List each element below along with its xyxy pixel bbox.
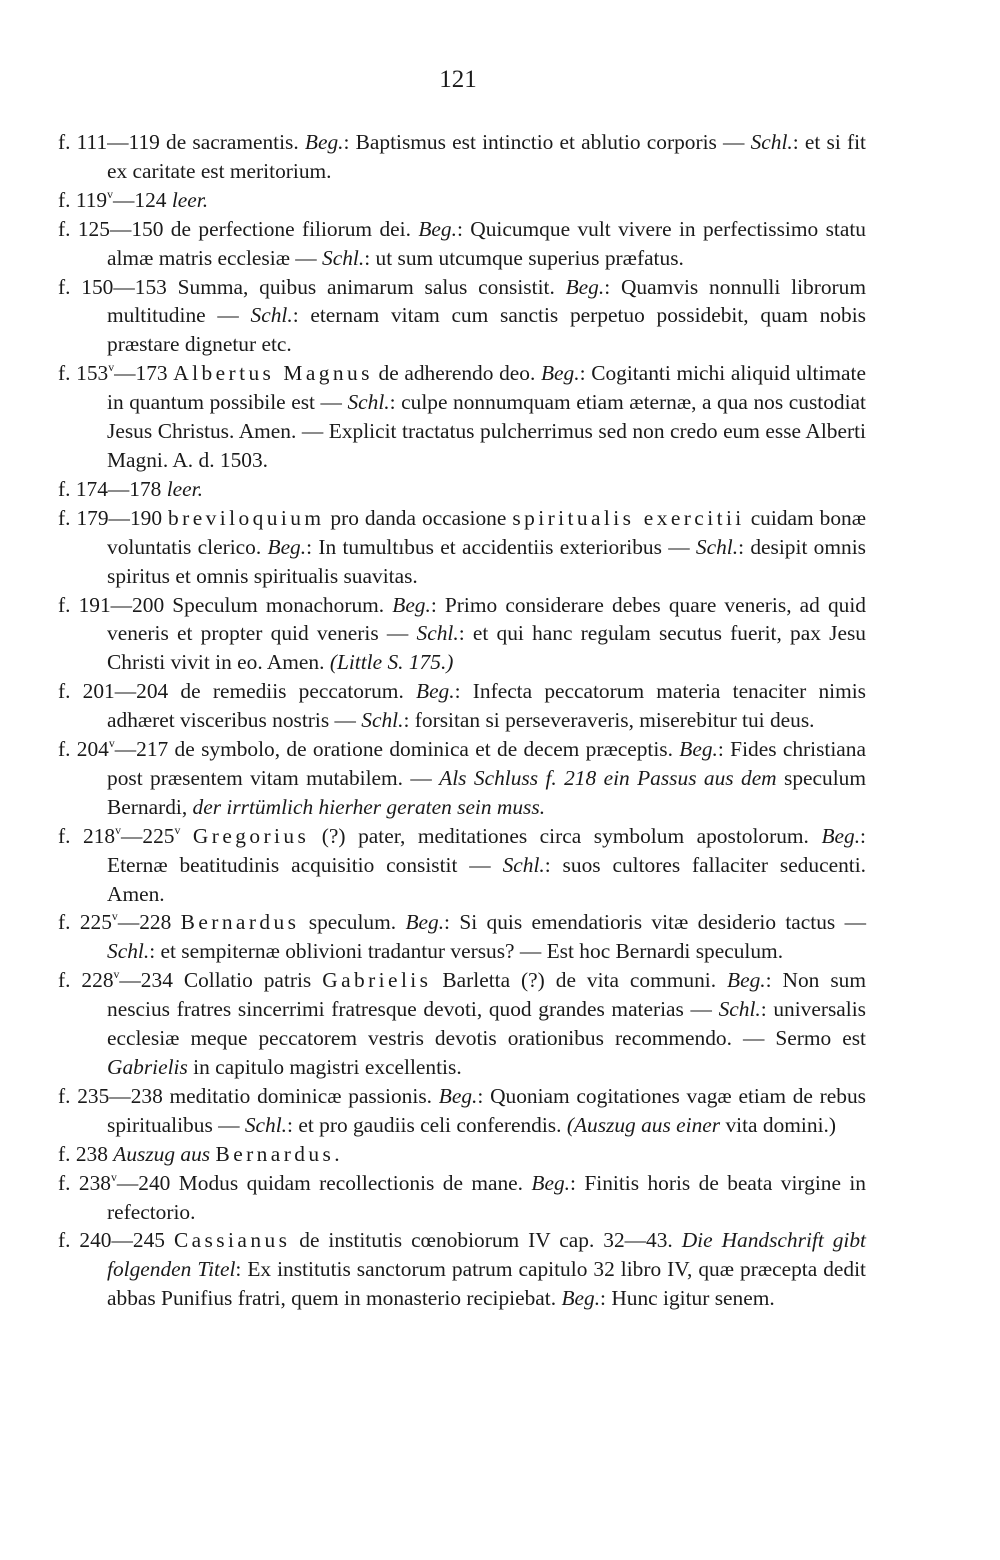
entry-text: Beg. <box>392 592 431 617</box>
entry-text: v <box>108 361 115 375</box>
entry-text: Beg. <box>561 1286 601 1311</box>
entry-text: f. 225 <box>58 910 112 935</box>
entry-text: : Quicumque vult vivere in perfectissimo statu almæ matris ecclesiæ — <box>107 216 866 270</box>
entry-text: f. 125—150 de perfectione filiorum dei. <box>58 216 419 241</box>
entry-text: : desipit omnis spiritus et omnis spiritualis suavitas. <box>107 534 866 588</box>
entry-text: f. 191—200 Speculum monachorum. <box>58 592 393 617</box>
entry-text: f. 238 <box>58 1141 114 1166</box>
entry-text: Albertus Magnus <box>173 361 373 386</box>
entry-text: —217 de symbolo, de oratione dominica et de decem præceptis. <box>114 737 680 762</box>
entry-text: f. 153 <box>58 361 109 386</box>
entry-text: : ut sum utcumque superius præfatus. <box>364 245 684 270</box>
entry-text: speculum Bernardi, <box>107 765 867 819</box>
catalog-entry <box>58 908 866 966</box>
entry-text: f. 218 <box>58 823 116 848</box>
entry-text: —228 <box>117 910 181 935</box>
catalog-entry <box>58 215 866 273</box>
catalog-entry <box>58 1169 866 1227</box>
catalog-entry <box>58 591 866 678</box>
entry-text: Beg. <box>416 679 455 704</box>
entry-text: Beg. <box>531 1170 571 1195</box>
entry-text: pro danda occasione <box>324 505 513 530</box>
entry-text: Gabrielis <box>107 1055 188 1079</box>
entry-text: Schl. <box>322 245 365 270</box>
entry-text: : Baptismus est intinctio et ablutio corporis — <box>343 130 751 154</box>
entry-text: Die Handschrift gibt folgenden Titel <box>107 1228 866 1282</box>
entry-text: (?) pater, meditationes circa symbolum apostolorum. <box>309 823 822 848</box>
entry-text: f. 111—119 de sacramentis. <box>58 130 305 154</box>
entry-text: Schl. <box>416 621 459 646</box>
entry-text: Auszug aus <box>113 1141 211 1166</box>
entry-text: Schl. <box>695 534 739 559</box>
entry-text: in capitulo magistri excellentis. <box>187 1055 462 1079</box>
entry-text: v <box>107 188 114 201</box>
catalog-entry <box>58 128 866 186</box>
entry-text: leer. <box>171 187 209 212</box>
entry-text: : Primo considerare debes quare veneris, ad quid veneris et propter quid veneris — <box>107 592 866 646</box>
catalog-entry <box>58 186 866 215</box>
entry-text: : Si quis emendatioris vitæ desiderio tactus — <box>444 910 867 935</box>
entry-text: v <box>108 737 115 751</box>
entry-text: cuidam bonæ voluntatis clerico. <box>107 505 867 559</box>
entry-text: f. 240—245 <box>58 1228 174 1253</box>
entry-text: f. 179—190 <box>58 505 169 530</box>
catalog-entry <box>58 1140 866 1169</box>
catalog-entry <box>58 1226 866 1313</box>
catalog-entry <box>58 735 866 822</box>
entry-text: v <box>115 823 121 837</box>
entry-text: spiritualis exercitii <box>512 505 745 530</box>
entry-text: : universalis ecclesiæ meque peccatorem vestris devotis orationibus recommendo. — Sermo est <box>107 997 867 1051</box>
catalog-entry <box>58 677 866 735</box>
catalog-entry <box>58 359 866 475</box>
catalog-entry <box>58 504 866 591</box>
entry-text: : Finitis horis de beata virgine in refectorio. <box>107 1170 866 1224</box>
entry-text: : In tumultıbus et accidentiis exterioribus — <box>306 534 696 559</box>
entry-text: Bernardus <box>180 910 300 935</box>
entry-text: f. 150—153 Summa, quibus animarum salus consistit. <box>58 274 566 299</box>
entry-text: v <box>110 1170 117 1184</box>
entry-text: f. 238 <box>58 1170 111 1195</box>
catalog-entry <box>58 273 866 360</box>
entry-text: Als Schluss f. 218 ein Passus aus dem <box>439 765 777 790</box>
entry-text: vita domini.) <box>720 1112 836 1137</box>
entry-text: : et pro gaudiis celi conferendis. <box>287 1112 567 1137</box>
entry-text: —173 <box>114 361 174 386</box>
entry-text: f. 174—178 <box>58 476 167 501</box>
entry-text: Gregorius <box>192 823 310 848</box>
entry-text: Beg. <box>438 1083 478 1108</box>
entry-text: f. 235—238 meditatio dominicæ passionis. <box>58 1083 439 1108</box>
entry-text <box>180 824 193 848</box>
entry-text: : Quamvis nonnulli librorum multitudine — <box>107 274 866 328</box>
entry-text: (Auszug aus einer <box>566 1112 721 1137</box>
entry-text: Schl. <box>244 1112 288 1137</box>
entry-text: : culpe nonnumquam etiam æternæ, a qua nos custodiat Jesus Christus. Amen. — Explicit tractatus pulcherrimus sed non credo eum esse Alberti Magni. A. d. 1503. <box>107 390 866 472</box>
entry-text: : et qui hanc regulam secutus fuerit, pax Jesu Christi vivit in eo. Amen. <box>107 621 866 675</box>
entry-text: Bernardus. <box>215 1141 344 1166</box>
entry-text: f. 201—204 de remediis peccatorum. <box>58 679 416 704</box>
entry-text: : Ex institutis sanctorum patrum capitulo 32 libro IV, quæ præcepta dedit abbas Punifius fratri, quem in monasterio recipiebat. <box>107 1257 866 1311</box>
entry-text: Schl. <box>250 303 293 328</box>
catalog-entries <box>58 128 866 1313</box>
entry-text: : et sempiternæ oblivioni tradantur versus? — Est hoc Bernardi speculum. <box>149 939 784 964</box>
entry-text: —240 Modus quidam recollectionis de mane. <box>116 1170 532 1195</box>
entry-text: Barletta (?) de vita communi. <box>431 968 728 993</box>
entry-text: Beg. <box>267 534 307 559</box>
entry-text: : Eternæ beatitudinis acquisitio consistit — <box>107 823 866 877</box>
catalog-entry <box>58 475 866 504</box>
entry-text: Schl. <box>750 130 793 154</box>
entry-text: : Infecta peccatorum materia tenaciter nimis adhæret visceribus nostris — <box>107 679 866 733</box>
entry-text: : Hunc igitur senem. <box>600 1286 775 1311</box>
entry-text: —225 <box>120 823 175 848</box>
entry-text: Schl. <box>347 390 390 415</box>
entry-text: de institutis cœnobiorum IV cap. 32—43. <box>290 1228 682 1253</box>
entry-text: breviloquium <box>168 505 325 530</box>
entry-text: der irrtümlich hierher geraten sein muss. <box>192 794 546 819</box>
entry-text: Beg. <box>565 274 605 299</box>
entry-text: de adherendo deo. <box>372 361 541 386</box>
entry-text: Schl. <box>361 708 404 733</box>
entry-text: Gabrielis <box>322 968 432 993</box>
entry-text: leer. <box>166 476 203 501</box>
entry-text: v <box>174 823 181 837</box>
entry-text: speculum. <box>299 910 406 935</box>
entry-text: Beg. <box>540 361 580 386</box>
catalog-entry <box>58 822 866 909</box>
entry-text: Beg. <box>727 968 766 993</box>
entry-text: Beg. <box>405 910 445 935</box>
catalog-entry <box>58 1082 866 1140</box>
entry-text: Schl. <box>718 997 761 1022</box>
entry-text: : suos cultores fallaciter seducenti. Amen. <box>107 852 866 906</box>
entry-text: v <box>111 910 118 924</box>
entry-text: : Quoniam cogitationes vagæ etiam de rebus spiritualibus — <box>107 1083 866 1137</box>
entry-text: v <box>113 968 120 982</box>
entry-text: Schl. <box>107 939 150 964</box>
entry-text: f. 228 <box>58 968 114 993</box>
entry-text: f. 119 <box>58 187 108 212</box>
entry-text: : et si fit ex caritate est meritorium. <box>107 130 866 183</box>
entry-text: —234 Collatio patris <box>119 968 323 993</box>
page-number: 121 <box>439 66 477 93</box>
entry-text: (Little S. 175.) <box>329 650 454 675</box>
entry-text: Schl. <box>502 852 545 877</box>
entry-text: Beg. <box>304 130 344 154</box>
entry-text: : Cogitanti michi aliquid ultimate in quantum possibile est — <box>107 361 866 415</box>
entry-text: Beg. <box>418 216 457 241</box>
entry-text: : eternam vitam cum sanctis perpetuo possidebit, quam nobis præstare dignetur etc. <box>107 303 866 357</box>
entry-text: Beg. <box>821 823 861 848</box>
entry-text: Beg. <box>679 737 718 762</box>
entry-text: —124 <box>113 187 172 212</box>
entry-text: : Non sum nescius fratres sincerrimi fratresque devoti, quod grandes materias — <box>107 968 866 1022</box>
entry-text: : Fides christiana post præsentem vitam mutabilem. — <box>107 737 866 790</box>
entry-text: : forsitan si perseveraveris, miserebitur tui deus. <box>403 708 815 733</box>
entry-text: Cassianus <box>173 1228 291 1253</box>
catalog-entry <box>58 966 866 1082</box>
entry-text: f. 204 <box>58 737 109 762</box>
